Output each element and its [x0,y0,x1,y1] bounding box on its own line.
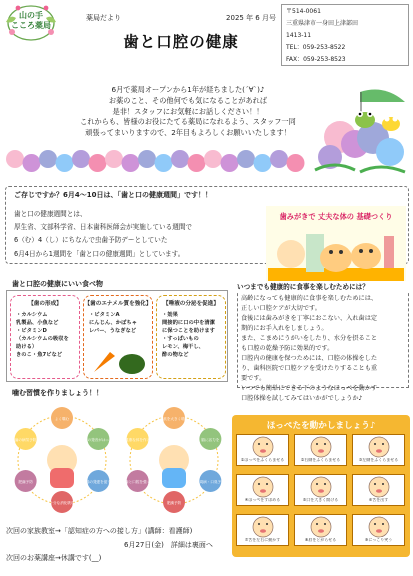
elderly-care-line: 高齢になっても健康的に食事を楽しむためには、 [241,295,378,302]
food-item: ・すっぱいもの [162,335,199,342]
hydrangea-flower [254,154,272,172]
face-icon [353,475,406,499]
food-item: 酢の物など [162,351,189,358]
family-class-notice: 次回の家族教室→「認知症の方への接し方」(講師：看護師) [6,527,193,535]
foods-box [6,290,228,382]
food-item: レモン、梅干し、 [162,343,204,350]
chew-right-label: 食欲を大きく増す [159,417,189,421]
exercise-step [236,434,289,466]
chew-left-label: 言葉の発音がはっきり [80,438,117,442]
dental-week-body [14,208,264,261]
food-column-saliva [156,295,226,379]
hydrangea-flower [39,150,57,168]
food-item: 乳製品、小魚など [16,319,59,326]
flower-border [6,147,308,175]
elderly-care-line: また、こまめにうがいをしたり、水分を摂ること [241,335,378,343]
exercise-step [236,514,289,546]
greeting-line: これからも、皆様のお役にたてる薬局になれるよう、スタッフ一同 [80,117,296,127]
food-item: 間接的に口の中を清潔 [162,319,215,326]
food-column-title: 【歯のエナメル質を強化】 [84,301,152,307]
face-icon [295,515,348,539]
family-class-date: 6月27日(金) 詳細は裏面へ [124,541,213,549]
elderly-care-line: 期的にお手入れをしましょう。 [241,325,328,333]
elderly-care-line: 要です。 [241,375,266,383]
chew-right-label: 肥満予防 [166,501,182,505]
dental-week-line: 6月4日から1週間を「歯と口の健康週間」としています。 [14,249,185,258]
elderly-care-line: 口腔体操を試してみてはいかがでしょうか♪ [241,395,363,403]
food-item: に保つことを助けます [162,327,215,334]
hydrangea-flower [270,150,288,168]
address-lot: 1413-11 [286,32,312,39]
exercise-caption: ⑧唇をとがらせる [304,538,337,542]
fax-number: FAX：059-253-8523 [286,56,346,63]
hydrangea-flower [6,150,24,168]
newsletter-name: 薬局だより [86,14,121,22]
street-address: 三重県津市一身田上津部田 [286,20,359,27]
dental-week-poster [266,206,406,290]
elderly-care-line: 正しい口腔ケアが大切です。 [241,305,321,313]
elderly-care-line: も口腔の乾燥予防に効果的です。 [241,345,334,353]
food-item: ・ビタミンD [16,327,47,334]
food-items [16,312,69,360]
exercise-caption: ④ほっぺをすぼめる [244,498,281,502]
hydrangea-flower [122,154,140,172]
food-item: 助ける） [16,343,38,350]
food-items [162,312,215,360]
greeting-line: 6月で薬局オープンから1年が経ちました(´∀`)♪ [111,85,265,94]
chew-left-label: 十分な消化吸収 [49,501,75,505]
logo-text [9,11,53,30]
issue-date: 2025 年 6 月号 [226,14,276,22]
postal-code: 〒514-0061 [286,8,321,15]
face-icon [295,475,348,499]
food-item: ・ビタミンA [89,312,120,318]
face-icon [237,515,290,539]
greeting-message [60,85,316,139]
face-icon [295,435,348,459]
dental-week-line: 6（む）4（し）にちなんで虫歯予防デーとしていた [14,236,168,245]
dental-week-line: 歯と口の健康週間とは、 [14,210,87,218]
address-box [281,4,409,66]
chew-right-label: 歯と口腔を強く [125,480,151,484]
exercise-step [352,474,405,506]
hydrangea-flower [171,150,189,168]
elderly-care-line: 食後には歯みがきを丁寧におこない、入れ歯は定 [241,315,378,323]
chew-left-label: 脳の発達を促す [85,480,111,484]
elderly-care-heading: いつまでも健康的に食事を楽しむためには？ [237,281,409,291]
exercise-step [236,474,289,506]
hydrangea-flower [204,150,222,168]
chewing-heading: 噛む習慣を作りましょう！！ [12,389,103,397]
exercise-caption: ②右側をふくらませる [300,458,341,462]
hydrangea-flower [72,150,90,168]
face-icon [353,515,406,539]
exercise-caption: ③左側をふくらませる [358,458,399,462]
chewing-benefits-diagram [8,398,230,534]
logo-line1: 山の手 [19,10,43,20]
poster-text: 歯みがきで 丈夫な体の 基礎つくり [279,212,393,221]
page-title: 歯と口腔の健康 [123,33,239,51]
exercise-step [352,514,405,546]
elderly-care-line: り、歯科医院で口腔ケアを受けたりすることも重 [241,365,378,373]
exercise-caption: ①ほっぺをふくらませる [240,458,285,462]
chew-left-label: よく噛む [54,417,70,421]
hydrangea-flower [188,154,206,172]
exercise-caption: ⑦舌を左右に動かす [244,538,281,542]
food-column-title: 【唾液の分泌を促進】 [163,301,219,307]
medicine-lecture-notice: 次回のお薬講座→休講です(__) [6,554,102,562]
greeting-line: 是非！スタッフにお気軽にお話しください！！ [112,106,264,116]
food-item: （カルシウムの吸収を [16,335,69,342]
hydrangea-flower [89,154,107,172]
chew-left-label: 肥満予防 [18,480,33,484]
hydrangea-flower [155,154,173,172]
hydrangea-flower [105,150,123,168]
food-item: きのこ・魚7ピなど [16,351,63,358]
food-item: ・効果 [162,312,178,318]
exercise-caption: ⑨にっこり笑う [364,538,393,542]
elderly-care-line: 口腔内の健康を保つためには、口腔の体操をした [241,355,378,363]
greeting-line: お薬のこと、その他何でも気になることがあれば [108,95,268,105]
chew-right-label: 歯周病・口臭予防 [195,480,225,484]
elderly-care-line: いつでも簡単にできる下のようなほっぺを動かす [241,385,378,393]
hydrangea-flower [237,150,255,168]
exercise-caption: ⑥舌を出す [368,498,389,502]
food-column-vitamin-a [83,295,153,379]
hydrangea-flower [138,150,156,168]
tel-number: TEL：059-253-8522 [286,44,346,51]
cheek-exercise-grid [236,434,406,552]
chew-right-label: 健康な体を作る [125,438,151,442]
hydrangea-frog-illustration [305,82,410,177]
hydrangea-flower [221,154,239,172]
food-item: レバー、うなぎなど [89,327,137,334]
greeting-line: 頑張ってまいりますので、2年目もよろしくお願いいたします！ [85,128,291,138]
hydrangea-flower [56,154,74,172]
exercise-step [294,434,347,466]
hydrangea-flower [23,154,41,172]
food-item: ・カルシウム [16,312,48,318]
exercise-caption: ⑤口を大きく開ける [302,498,339,502]
face-icon [353,435,406,459]
food-column-title: 【歯の形成】 [28,301,62,307]
food-item: にんじん、かぼちゃ [89,319,137,326]
exercise-step [294,474,347,506]
foods-heading: 歯と口腔の健康にいい食べ物 [12,280,103,288]
elderly-care-body [241,294,406,405]
exercise-step [352,434,405,466]
carrot-pumpkin-icon [90,348,148,376]
face-icon [237,475,290,499]
chew-right-label: 脳に活力を [201,438,220,442]
chew-left-label: 歯の病気予防 [14,438,37,442]
dental-week-line: 厚生省、文部科学省、日本歯科医師会が実施している週間で [14,223,193,232]
dental-week-title: ご存じですか？6月4～10日は、「歯と口の健康週間」です！！ [14,191,212,199]
hydrangea-flower [287,154,305,172]
food-items [89,312,137,336]
logo-line2: こころ薬局 [11,19,51,30]
exercise-step [294,514,347,546]
cheek-exercise-title: ほっぺたを動かしましょう♪ [266,421,376,431]
food-column-calcium [10,295,80,379]
face-icon [237,435,290,459]
